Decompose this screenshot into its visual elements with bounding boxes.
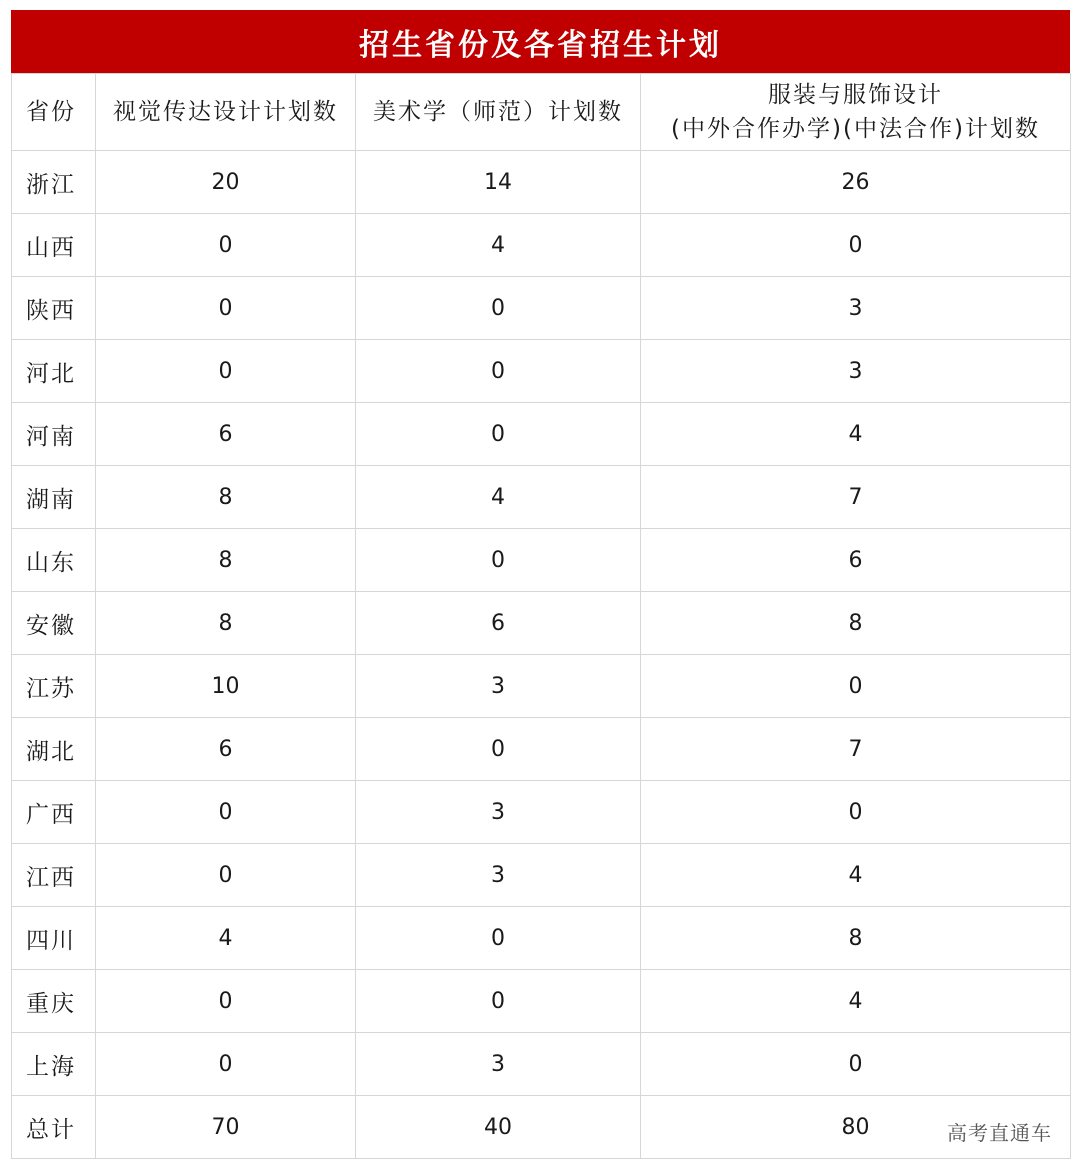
fine-arts-cell: 0 — [356, 718, 641, 781]
fine-arts-cell: 0 — [356, 907, 641, 970]
fine-arts-cell: 0 — [356, 403, 641, 466]
fashion-design-cell: 4 — [641, 403, 1071, 466]
header-visual-communication: 视觉传达设计计划数 — [96, 74, 356, 151]
fashion-design-cell: 4 — [641, 970, 1071, 1033]
visual-communication-cell: 0 — [96, 844, 356, 907]
visual-communication-cell: 0 — [96, 340, 356, 403]
fashion-design-cell: 3 — [641, 277, 1071, 340]
visual-communication-cell: 4 — [96, 907, 356, 970]
header-fashion-design — [641, 74, 1071, 151]
province-cell: 安徽 — [12, 592, 96, 655]
header-fashion-line1: 服装与服饰设计 — [768, 82, 943, 108]
visual-communication-cell: 0 — [96, 970, 356, 1033]
fashion-design-cell: 26 — [641, 151, 1071, 214]
table-row — [12, 403, 1071, 466]
header-fashion-line2: (中外合作办学)(中法合作)计划数 — [671, 116, 1040, 142]
fine-arts-cell: 0 — [356, 277, 641, 340]
table-row — [12, 214, 1071, 277]
enrollment-table-container — [11, 10, 1070, 1159]
province-cell: 广西 — [12, 781, 96, 844]
province-cell: 江苏 — [12, 655, 96, 718]
province-cell: 重庆 — [12, 970, 96, 1033]
visual-communication-cell: 20 — [96, 151, 356, 214]
fashion-design-cell: 6 — [641, 529, 1071, 592]
fine-arts-cell: 4 — [356, 214, 641, 277]
visual-communication-cell: 0 — [96, 277, 356, 340]
province-cell: 陕西 — [12, 277, 96, 340]
header-province: 省份 — [12, 74, 96, 151]
table-row — [12, 529, 1071, 592]
table-row — [12, 844, 1071, 907]
province-cell: 江西 — [12, 844, 96, 907]
fashion-design-cell: 0 — [641, 1033, 1071, 1096]
visual-communication-cell: 0 — [96, 1033, 356, 1096]
total-row — [12, 1096, 1071, 1159]
fine-arts-cell: 3 — [356, 655, 641, 718]
province-cell: 湖北 — [12, 718, 96, 781]
fashion-design-cell: 7 — [641, 718, 1071, 781]
fine-arts-cell: 3 — [356, 844, 641, 907]
fashion-design-cell: 0 — [641, 781, 1071, 844]
province-cell: 四川 — [12, 907, 96, 970]
province-cell: 湖南 — [12, 466, 96, 529]
total-visual-communication-cell: 70 — [96, 1096, 356, 1159]
fashion-design-cell: 7 — [641, 466, 1071, 529]
visual-communication-cell: 8 — [96, 529, 356, 592]
table-row — [12, 277, 1071, 340]
table-row — [12, 907, 1071, 970]
table-row — [12, 592, 1071, 655]
table-title: 招生省份及各省招生计划 — [11, 10, 1070, 73]
fine-arts-cell: 0 — [356, 340, 641, 403]
visual-communication-cell: 0 — [96, 781, 356, 844]
province-cell: 河北 — [12, 340, 96, 403]
table-row — [12, 1033, 1071, 1096]
visual-communication-cell: 6 — [96, 718, 356, 781]
table-row — [12, 466, 1071, 529]
fashion-design-cell: 0 — [641, 655, 1071, 718]
visual-communication-cell: 0 — [96, 214, 356, 277]
province-cell: 河南 — [12, 403, 96, 466]
province-cell: 山东 — [12, 529, 96, 592]
table-row — [12, 718, 1071, 781]
visual-communication-cell: 8 — [96, 466, 356, 529]
fashion-design-cell: 8 — [641, 907, 1071, 970]
fashion-design-cell: 3 — [641, 340, 1071, 403]
header-fine-arts: 美术学（师范）计划数 — [356, 74, 641, 151]
table-row — [12, 970, 1071, 1033]
province-cell: 浙江 — [12, 151, 96, 214]
fine-arts-cell: 4 — [356, 466, 641, 529]
fashion-design-cell: 0 — [641, 214, 1071, 277]
fashion-design-cell: 4 — [641, 844, 1071, 907]
fine-arts-cell: 3 — [356, 1033, 641, 1096]
visual-communication-cell: 8 — [96, 592, 356, 655]
fine-arts-cell: 6 — [356, 592, 641, 655]
table-row — [12, 655, 1071, 718]
fine-arts-cell: 3 — [356, 781, 641, 844]
visual-communication-cell: 6 — [96, 403, 356, 466]
fine-arts-cell: 0 — [356, 970, 641, 1033]
header-row — [12, 74, 1071, 151]
total-label-cell: 总计 — [12, 1096, 96, 1159]
province-cell: 上海 — [12, 1033, 96, 1096]
enrollment-table — [11, 73, 1071, 1159]
fine-arts-cell: 14 — [356, 151, 641, 214]
watermark: 高考直通车 — [947, 1121, 1052, 1145]
province-cell: 山西 — [12, 214, 96, 277]
table-row — [12, 781, 1071, 844]
total-fashion-design-cell: 80 — [641, 1096, 1071, 1159]
visual-communication-cell: 10 — [96, 655, 356, 718]
total-fine-arts-cell: 40 — [356, 1096, 641, 1159]
table-row — [12, 340, 1071, 403]
fine-arts-cell: 0 — [356, 529, 641, 592]
fashion-design-cell: 8 — [641, 592, 1071, 655]
table-row — [12, 151, 1071, 214]
